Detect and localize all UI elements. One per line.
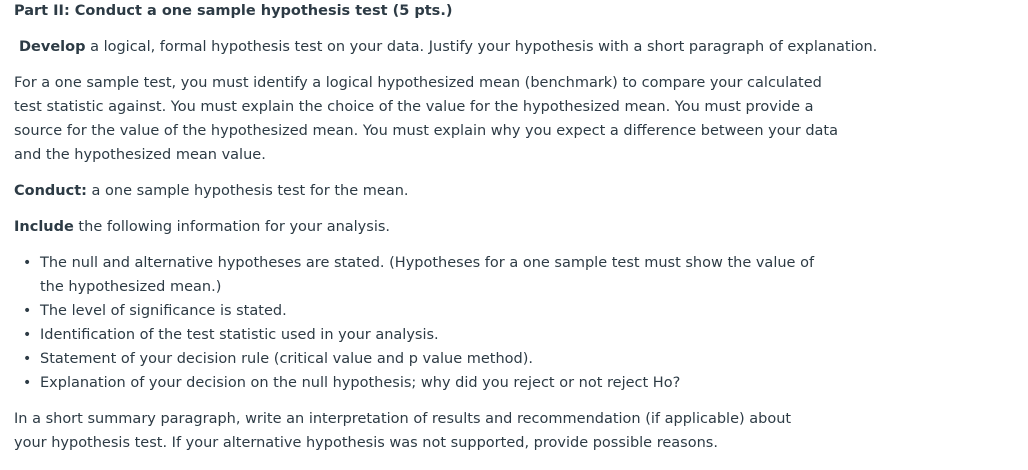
bullet-icon: • [23, 255, 32, 271]
list-item-text: Statement of your decision rule (critical value and p value method). [40, 351, 534, 367]
list-item-text: Explanation of your decision on the null hypothesis; why did you reject or not reject Ho? [40, 375, 681, 391]
develop-instruction [19, 35, 1009, 59]
section-heading: Part II: Conduct a one sample hypothesis test (5 pts.) [14, 3, 453, 19]
conduct-text: a one sample hypothesis test for the mean. [86, 183, 409, 199]
include-instruction [14, 215, 1004, 239]
list-item [14, 323, 834, 347]
summary-paragraph: In a short summary paragraph, write an interpretation of results and recommendation (if applicable) about your hypothesis test. If your alternative hypothesis was not supported, provide possible reasons. [14, 411, 792, 451]
develop-label: Develop [19, 39, 86, 55]
list-item-text: The null and alternative hypotheses are stated. (Hypotheses for a one sample test must show the value of the hypothesized mean.) [40, 255, 815, 295]
list-item-text: The level of significance is stated. [40, 303, 287, 319]
list-item [14, 371, 834, 395]
conduct-label: Conduct: [14, 183, 87, 199]
list-item [14, 299, 834, 323]
bullet-icon: • [23, 327, 32, 343]
conduct-instruction [14, 179, 1004, 203]
bullet-icon: • [23, 303, 32, 319]
requirements-list [14, 251, 834, 395]
list-item [14, 251, 834, 299]
bullet-icon: • [23, 375, 32, 391]
bullet-icon: • [23, 351, 32, 367]
develop-text: a logical, formal hypothesis test on your data. Justify your hypothesis with a short paragraph of explanation. [85, 39, 878, 55]
include-label: Include [14, 219, 74, 235]
list-item-text: Identification of the test statistic used in your analysis. [40, 327, 439, 343]
list-item [14, 347, 834, 371]
benchmark-paragraph: For a one sample test, you must identify a logical hypothesized mean (benchmark) to compare your calculated test statistic against. You must explain the choice of the value for the hypothesized mean. You must provide a source for the value of the hypothesized mean. You must explain why you expect a difference between your data and the hypothesized mean value. [14, 75, 838, 163]
include-text: the following information for your analysis. [73, 219, 391, 235]
